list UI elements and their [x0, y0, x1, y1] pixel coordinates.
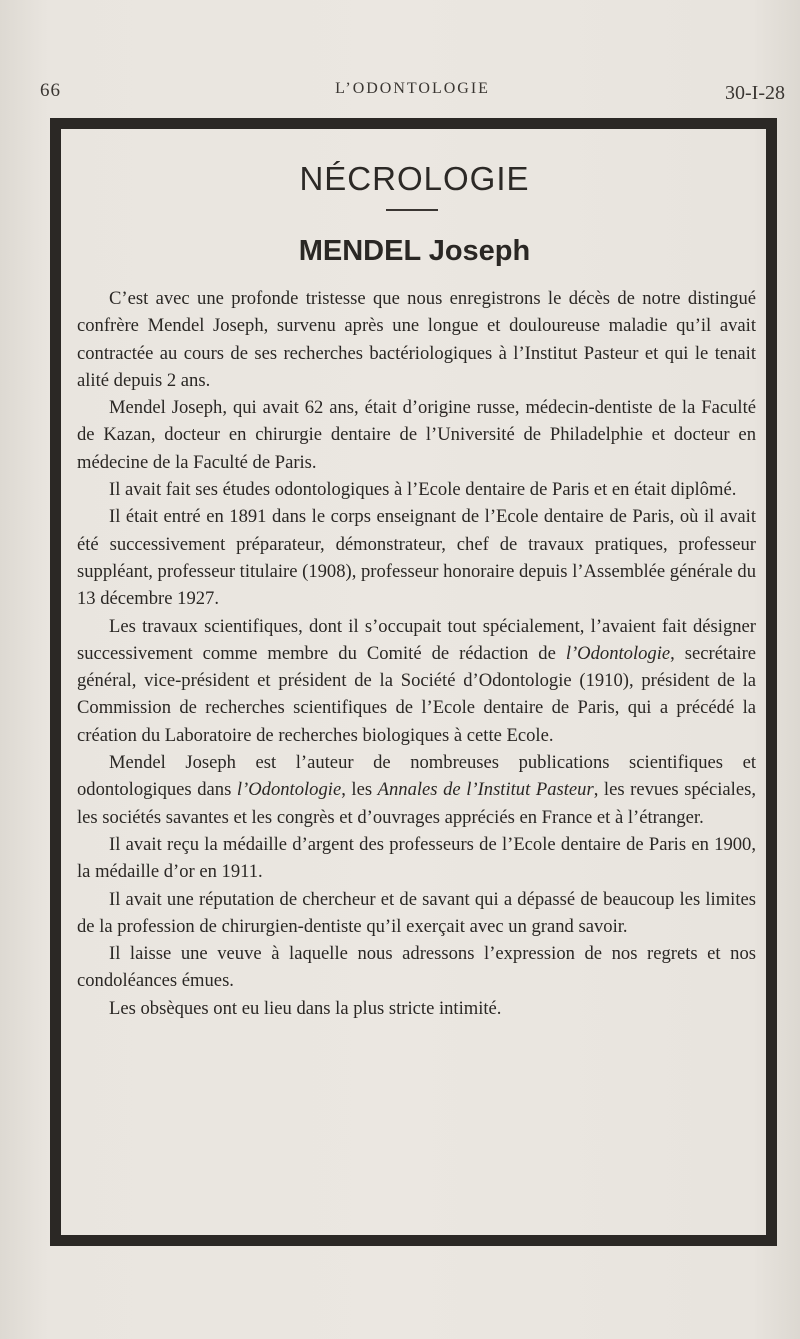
paragraph: Il laisse une veuve à laquelle nous adressons l’expression de nos regrets et nos condoléances émues. [77, 943, 756, 992]
journal-title: L’ODONTOLOGIE [335, 80, 490, 97]
title-rule [386, 209, 438, 211]
text-run: , les revues spéciales, les sociétés savantes et les congrès et d’ouvrages appréciés en France et à l’étranger. [77, 779, 756, 828]
text-run: Les travaux scientifiques, dont il s’occupait tout spécialement, l’avaient fait désigner successivement comme membre du Comité de rédaction de [77, 615, 756, 664]
text-run: , secrétaire général, vice-président et président de la Société d’Odontologie (1910), président de la Commission de recherches scientifiques de l’Ecole dentaire de Paris, qui a précédé la création du Laboratoire de recherches biologiques à cette Ecole. [77, 642, 757, 746]
text-run: Mendel Joseph est l’auteur de nombreuses publications scientifiques et odontologiques dans [77, 752, 756, 801]
text-run: , les [341, 779, 378, 801]
running-head [40, 76, 785, 106]
journal-reference: Annales de l’Institut Pasteur [377, 779, 594, 801]
paragraph: Il était entré en 1891 dans le corps enseignant de l’Ecole dentaire de Paris, où il avait été successivement préparateur, démonstrateur, chef de travaux pratiques, professeur suppléant, professeur titulaire (1908), professeur honoraire depuis l’Assemblée générale du 13 décembre 1927. [77, 506, 756, 610]
paragraph: Il avait reçu la médaille d’argent des professeurs de l’Ecole dentaire de Paris en 1900, la médaille d’or en 1911. [77, 833, 756, 883]
paragraph [77, 613, 756, 749]
deceased-name: MENDEL Joseph [298, 235, 531, 267]
section-title: NÉCROLOGIE [299, 160, 530, 197]
paragraph [77, 749, 756, 831]
page-number: 66 [40, 80, 61, 101]
paragraph: Il avait fait ses études odontologiques à l’Ecole dentaire de Paris et en était diplômé. [109, 479, 737, 501]
paragraph: C’est avec une profonde tristesse que nous enregistrons le décès de notre distingué confrère Mendel Joseph, survenu après une longue et douloureuse maladie qu’il avait contractée au cours de ses recherches bactériologiques à l’Institut Pasteur et qui le tenait alité depuis 2 ans. [77, 288, 756, 391]
issue-date: 30-I-28 [725, 82, 785, 104]
paragraph: Les obsèques ont eu lieu dans la plus stricte intimité. [109, 997, 502, 1019]
journal-reference: l’Odontologie [565, 642, 671, 664]
paragraph: Mendel Joseph, qui avait 62 ans, était d’origine russe, médecin-dentiste de la Faculté de Kazan, docteur en chirurgie dentaire de l’Université de Philadelphie et docteur en médecine de la Faculté de Paris. [77, 397, 756, 473]
journal-reference: l’Odontologie [236, 779, 342, 801]
paragraph: Il avait une réputation de chercheur et de savant qui a dépassé de beaucoup les limites de la profession de chirurgien-dentiste qu’il exerçait avec un grand savoir. [77, 888, 756, 937]
obituary-text [77, 285, 756, 1022]
